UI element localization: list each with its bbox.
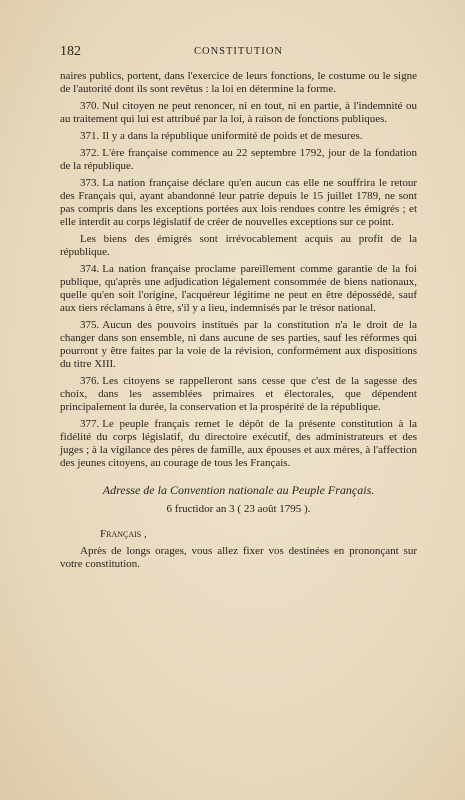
article-370: [60, 100, 417, 126]
article-374: [60, 263, 417, 315]
article-373: [60, 177, 417, 229]
article-number: 372.: [80, 147, 100, 159]
article-text: Le peuple français remet le dépôt de la présente constitution à la fidélité du corps législatif, du directoire exécutif, des administrateurs et des juges ; à la vigilance des pères de famille, aux épouses et aux mères, à l'affection des jeunes citoyens, au courage de tous les Français.: [60, 418, 417, 469]
article-text: La nation française proclame pareillement comme garantie de la foi publique, qu'après une adjudication légalement consommée de biens nationaux, quelle qu'en soit l'origine, l'acquéreur légitime ne peut en être dépossédé, sauf aux tiers réclamans à être, s'il y a lieu, indemnisés par le trésor national.: [60, 263, 417, 314]
article-number: 377.: [80, 418, 100, 430]
article-text: Nul citoyen ne peut renoncer, ni en tout, ni en partie, à l'indemnité ou au traitement qui lui est attribué par la loi, à raison de fonctions publiques.: [60, 100, 417, 125]
address-title: Adresse de la Convention nationale au Peuple Français.: [102, 483, 375, 497]
article-number: 375.: [80, 319, 100, 331]
article-text: La nation française déclare qu'en aucun cas elle ne souffrira le retour des Français qui, ayant abandonné leur patrie depuis le 15 juillet 1789, ne sont pas compris dans les exceptions portées aux lois rendues contre les émigrés ; et elle interdit au corps législatif de créer de nouvelles exceptions sur ce point.: [60, 177, 417, 228]
page-header: [60, 44, 417, 62]
article-text: L'ère française commence au 22 septembre 1792, jour de la fondation de la république.: [60, 147, 417, 172]
article-373-paragraph-2: [60, 233, 417, 259]
article-number: 370.: [80, 100, 100, 112]
address-date: 6 fructidor an 3 ( 23 août 1795 ).: [166, 503, 311, 515]
article-text: Les biens des émigrés sont irrévocablement acquis au profit de la république.: [60, 233, 417, 258]
article-377: [60, 418, 417, 470]
page-number: 182: [60, 44, 81, 59]
article-number: 376.: [80, 375, 100, 387]
closing-paragraph: Après de longs orages, vous allez fixer vos destinées en prononçant sur votre constitution.: [60, 545, 417, 570]
article-number: 371.: [80, 130, 100, 142]
article-number: 373.: [80, 177, 100, 189]
article-text: Les citoyens se rappelleront sans cesse que c'est de la sagesse des choix, dans les assemblées primaires et électorales, que dépendent principalement la durée, la conservation et la prospérité de la république.: [60, 375, 417, 413]
article-371: [60, 130, 417, 143]
article-text: Aucun des pouvoirs institués par la constitution n'a le droit de la changer dans son ensemble, ni dans aucune de ses parties, sauf les réformes qui pourront y être faites par la voie de la révision, conformément aux dispositions du titre XIII.: [60, 319, 417, 370]
article-376: [60, 375, 417, 414]
article-text: Il y a dans la république uniformité de poids et de mesures.: [102, 130, 363, 142]
salutation: Français ,: [100, 528, 147, 540]
page-body: [60, 70, 417, 575]
continuation-paragraph: naires publics, portent, dans l'exercice de leurs fonctions, le costume ou le signe de l'autorité dont ils sont revêtus : la loi en détermine la forme.: [60, 70, 417, 95]
article-372: [60, 147, 417, 173]
running-title: CONSTITUTION: [194, 46, 283, 57]
article-number: 374.: [80, 263, 100, 275]
article-375: [60, 319, 417, 371]
